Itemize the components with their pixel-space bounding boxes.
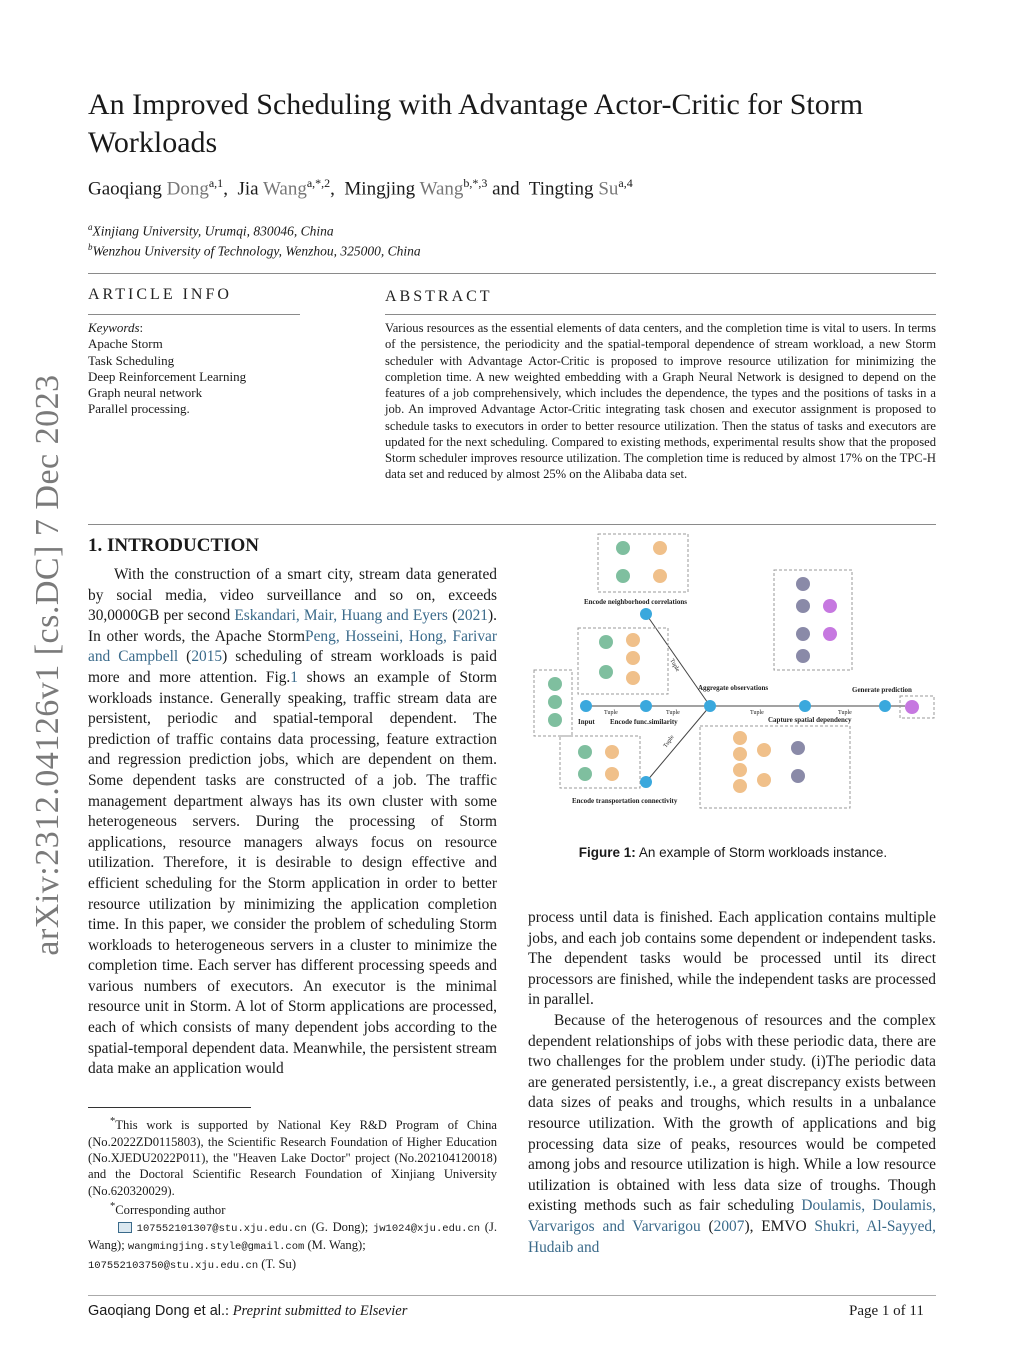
citation-link[interactable]: Peng, Hosseini, Hong, Farivar and Campbell: [88, 627, 497, 666]
task-node: [605, 767, 619, 781]
label-input: Input: [578, 718, 595, 726]
task-node: [578, 767, 592, 781]
section-heading: 1. INTRODUCTION: [88, 535, 260, 556]
junction-node: [640, 776, 652, 788]
footnote-divider: [88, 1107, 251, 1108]
author-surname[interactable]: Dong: [166, 178, 209, 200]
abstract-heading: ABSTRACT: [385, 288, 493, 305]
keyword: Apache Storm: [88, 336, 163, 352]
citation-link[interactable]: Shukri, Al-Sayyed, Hudaib and: [528, 1217, 936, 1256]
email-link[interactable]: wangmingjing.style@gmail.com: [127, 1241, 305, 1254]
task-node: [733, 763, 747, 777]
keyword: Task Scheduling: [88, 352, 175, 368]
task-node: [733, 747, 747, 761]
task-node: [548, 677, 562, 691]
affiliation-a: $^a$Xinjiang University, Urumqi, 830046, China: [88, 222, 334, 239]
citation-link[interactable]: Doulamis, Doulamis, Varvarigos and Varvarigou: [528, 1197, 937, 1235]
task-node: [578, 745, 592, 759]
divider: [385, 314, 936, 315]
task-node: [757, 743, 771, 757]
keyword: Graph neural network: [88, 385, 203, 401]
task-node: [616, 569, 630, 583]
task-node: [905, 700, 919, 714]
task-node: [616, 541, 630, 555]
author-surname[interactable]: Wang: [262, 178, 307, 200]
label-generate: Generate prediction: [852, 686, 912, 694]
citation-year-link[interactable]: 2015: [191, 648, 223, 666]
footnotes: *This work is supported by National Key R&D Program of China (No.2022ZD0115803), the Scientific Research Foundation of Higher Education (No.XJEDU2022P011), the "Heaven Lake Doctor" project (No.202104120018) and the Doctoral Scientific Research Foundation of Xinjiang University (No.620320029). *Corresponding author 107552101307@stu.xju.edu.cn (G. Dong); jw1024@xju.edu.cn (J. Wang); wangmingjing.style@gmail.com (M. Wang); 107552103750@stu.xju.edu.cn (T. Su): [88, 1116, 497, 1272]
figure-ref-link[interactable]: 1: [290, 668, 298, 686]
task-node: [823, 599, 837, 613]
keyword: Deep Reinforcement Learning: [88, 368, 247, 384]
citation-link[interactable]: Eskandari, Mair, Huang and Eyers: [234, 607, 448, 625]
svg-text:Tuple: Tuple: [838, 710, 852, 716]
junction-node: [704, 700, 716, 712]
task-node: [823, 627, 837, 641]
task-node: [796, 649, 810, 663]
paper-title: An Improved Scheduling with Advantage Actor-Critic for Storm Workloads: [88, 88, 864, 159]
task-node: [791, 741, 805, 755]
task-node: [548, 713, 562, 727]
author-surname[interactable]: Su: [598, 178, 619, 200]
svg-text:Tuple: Tuple: [750, 710, 764, 716]
citation-year-link[interactable]: 2021: [457, 607, 488, 625]
label-aggregate: Aggregate observations: [698, 684, 769, 692]
author-list: Gaoqiang Dong$^{a,1}$, Jia Wang$^{a,*,2}$, Mingjing Wang$^{b,*,3}$ and Tingting Su$^{a,4}$: [88, 176, 633, 200]
affiliation-b: $^b$Wenzhou University of Technology, Wenzhou, 325000, China: [88, 242, 421, 259]
email-link[interactable]: jw1024@xju.edu.cn: [372, 1222, 481, 1235]
mail-icon: [118, 1222, 132, 1233]
keywords-block: Keywords: Apache Storm Task Scheduling Deep Reinforcement Learning Graph neural network Parallel processing.: [88, 320, 247, 417]
task-node: [653, 569, 667, 583]
figure-1-diagram: [528, 530, 938, 820]
junction-node: [640, 608, 652, 620]
svg-text:Tuple: Tuple: [666, 710, 680, 716]
label-encode-func: Encode func.similarity: [610, 718, 678, 726]
email-link[interactable]: 107552103750@stu.xju.edu.cn: [88, 1259, 259, 1272]
task-node: [548, 695, 562, 709]
citation-year-link[interactable]: 2007: [713, 1217, 745, 1235]
task-node: [796, 599, 810, 613]
task-node: [796, 577, 810, 591]
abstract-text: Various resources as the essential elements of data centers, and the completion time is vital to users. In terms of the persistence, the periodicity and the spatial-temporal dependence of stream workload, a new Storm scheduler with Advantage Actor-Critic is proposed to improve resource utilization for minimizing the completion time. A new weighted embedding with a Graph Neural Network is designed to depend on the features of a job comprehensively, which includes the dependence, the types and the positions of tasks in a job. An improved Advantage Actor-Critic integrating task chosen and executor assignment is proposed to schedule tasks to executors in order to better resource utilization. Then the status of tasks and executors are updated for the next scheduling. Compared to existing methods, experimental results show that the proposed Storm scheduler improves resource utilization. The completion time is reduced by almost 17% on the TPC-H data set and reduced by almost 25% on the Alibaba data set.: [385, 321, 936, 482]
label-encode-transport: Encode transportation connectivity: [572, 797, 678, 805]
divider: [88, 314, 300, 315]
task-node: [599, 635, 613, 649]
task-node: [733, 731, 747, 745]
task-node: [757, 773, 771, 787]
task-node: [599, 665, 613, 679]
junction-node: [580, 700, 592, 712]
email-link[interactable]: 107552101307@stu.xju.edu.cn: [136, 1222, 307, 1235]
diagram-nodes: [548, 541, 919, 793]
svg-text:Tuple: Tuple: [604, 710, 618, 716]
junction-node: [799, 700, 811, 712]
intro-right-column: process until data is finished. Each application contains multiple jobs, and each job contains some dependent or independent tasks. The dependent tasks would be processed until its direct processors are finished, while the independent tasks are processed in parallel. Because of the heterogenous of resources and the complex dependent relationships of jobs with these periodic data, there are two challenges for the problem under study. (i)The periodic data are generated persistently, i.e., a great discrepancy exists between data sizes of peaks and troughs, which results in a unbalance resource utilization. With the growth of applications and big processing data size of peaks, resources would be competed among jobs and resource utilization is high. While a low resource utilization is obtained with less data size of troughs. Though existing methods such as fair scheduling Doulamis, Doulamis, Varvarigos and Varvarigou (2007), EMVO Shukri, Al-Sayyed, Hudaib and: [528, 909, 937, 1256]
keyword: Parallel processing.: [88, 401, 190, 417]
author-surname[interactable]: Wang: [419, 178, 464, 200]
footer-divider: [88, 1295, 936, 1296]
divider: [88, 524, 936, 525]
label-encode-neighborhood: Encode neighborhood correlations: [584, 598, 687, 606]
task-node: [626, 671, 640, 685]
junction-node: [879, 700, 891, 712]
task-node: [605, 745, 619, 759]
arxiv-sidebar-stamp: [28, 370, 68, 960]
intro-left-column: With the construction of a smart city, stream data generated by social media, video surveillance and so on, exceeds 30,0000GB per second Eskandari, Mair, Huang and Eyers (2021). In other words, the Apache StormPeng, Hosseini, Hong, Farivar and Campbell (2015) scheduling of stream workloads is paid more and more attention. Fig.1 shows an example of Storm workloads instance. Generally speaking, traffic stream data are persistent, periodic and spatial-temporal dependent. The prediction of traffic contains data processing, feature extraction and regression prediction jobs, which are dependent on them. Some dependent tasks are constructed of a job. The traffic management department always has its own cluster with some heterogeneous servers. During the processing of Storm applications, resource managers always focus on resource utilization. Therefore, it is desirable to design effective and efficient scheduling for the Storm application in order to better resource utilization by minimizing the application completion time. In this paper, we consider the problem of scheduling Storm workloads to heterogeneous servers in a cluster to minimize the completion time. Each server has different processing speeds and various numbers of executors. An executor is the minimal resource unit in Storm. A lot of Storm applications are processed, each of which consists of many dependent jobs according to the spatial-temporal dependent data. Meanwhile, the persistent stream data make an application would: [88, 566, 498, 1078]
task-node: [796, 627, 810, 641]
label-capture: Capture spatial dependency: [768, 716, 852, 724]
task-node: [733, 779, 747, 793]
task-node: [791, 769, 805, 783]
page-number: Page 1 of 11: [849, 1303, 924, 1319]
task-node: [626, 633, 640, 647]
arxiv-id: arXiv:2312.04126v1 [cs.DC] 7 Dec 2023: [29, 374, 66, 956]
task-node: [626, 651, 640, 665]
svg-text:Tuple: Tuple: [668, 658, 681, 673]
running-footer-left: Gaoqiang Dong et al.: Preprint submitted to Elsevier: [88, 1303, 408, 1319]
svg-text:Tuple: Tuple: [662, 734, 676, 750]
junction-node: [640, 700, 652, 712]
divider: [88, 273, 936, 274]
article-info-heading: ARTICLE INFO: [88, 286, 232, 303]
task-node: [653, 541, 667, 555]
figure-caption: Figure 1: An example of Storm workloads instance.: [578, 845, 888, 860]
